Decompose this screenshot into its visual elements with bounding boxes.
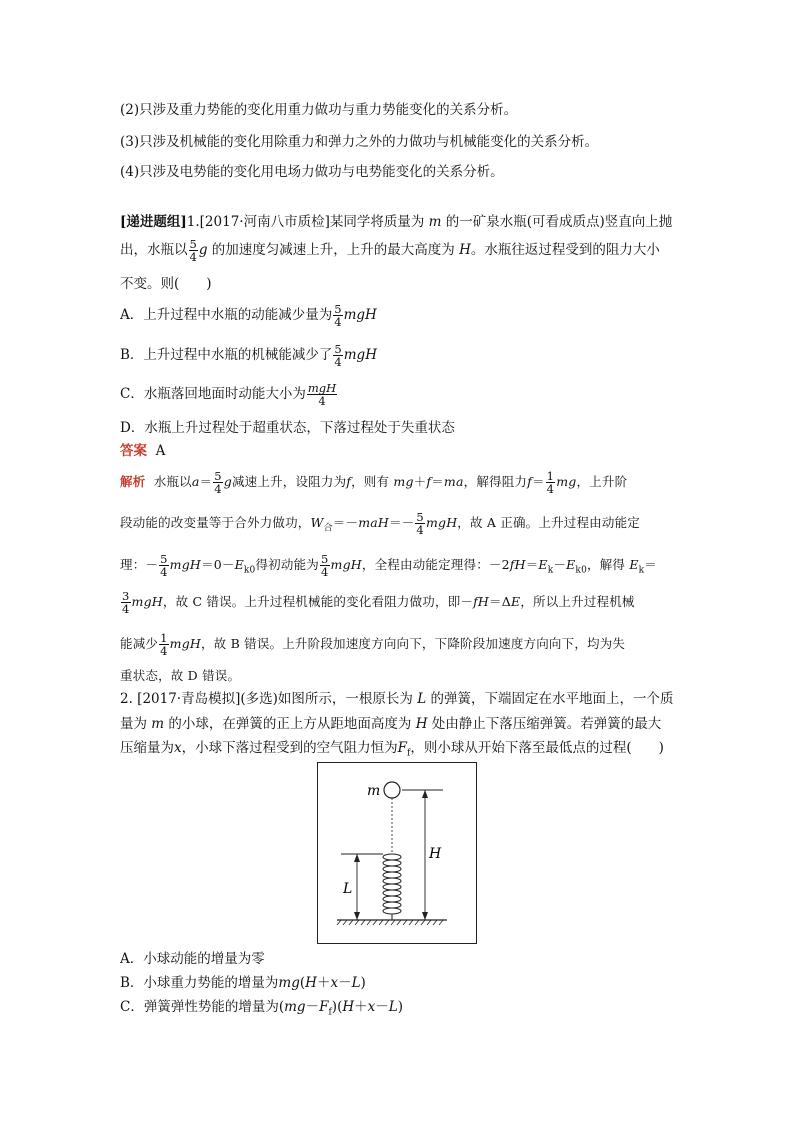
answer-label: 答案 (120, 443, 147, 459)
answer-value: A (155, 443, 166, 459)
spring (383, 854, 401, 920)
q1-stem-line3: 不变。则( ) (120, 276, 212, 292)
q2-stem-line2: 量为 m 的小球，在弹簧的正上方从距地面高度为 H 处由静止下落压缩弹簧。若弹簧的最大 (120, 716, 662, 732)
q1-stem-line2: 出，水瓶以 $\frac{5}{4}$ g 的加速度匀减速上升，上升的最大高度为 H。水瓶往返过程受到的阻力大小 (120, 237, 660, 264)
q1-explanation-line2: 段动能的改变量等于合外力做功，$W_合=-maH=-$ $\frac{5}{4}$ mgH，故 A 正确。上升过程由动能定 (120, 510, 640, 537)
spring-figure (317, 762, 477, 944)
q1-explanation-line1: 解析 水瓶以a＝ $\frac{5}{4}$ g减速上升，设阻力为f，则有 mg＋f＝ma，解得阻力f＝ $\frac{1}{4}$ mg，上升阶 (120, 469, 628, 496)
ball (384, 782, 400, 798)
height-H-label: H (429, 846, 442, 862)
q1-option-c: C．水瓶落回地面时动能大小为 $\frac{\text{mgH}}{4}$ (120, 381, 337, 408)
ground-hatch (337, 920, 447, 925)
explanation-label: 解析 (120, 474, 146, 489)
q2-option-a: A．小球动能的增量为零 (120, 951, 265, 967)
q1-option-d: D．水瓶上升过程处于超重状态，下落过程处于失重状态 (120, 420, 455, 436)
q2-stem-line1: 2. [2017·青岛模拟](多选)如图所示，一根原长为 L 的弹簧，下端固定在水平地面上，一个质 (120, 691, 674, 707)
intro-line-3: (3)只涉及机械能的变化用除重力和弹力之外的力做功与机械能变化的关系分析。 (120, 134, 599, 150)
q1-explanation-line6: 重状态，故 D 错误。 (120, 668, 241, 683)
q1-option-a: A．上升过程中水瓶的动能减少量为 $\frac{5}{4}$ mgH (120, 302, 377, 329)
q1-answer (120, 442, 165, 460)
q1-explanation-line5: 能减少 $\frac{1}{4}$ mgH，故 B 错误。上升阶段加速度方向向下，下降阶段加速度方向向下，均为失 (120, 631, 626, 658)
q1-stem-line1: [递进题组]1.[2017·河南八市质检]某同学将质量为 m 的一矿泉水瓶(可看成质点)竖直向上抛 (120, 214, 673, 230)
intro-line-2: (2)只涉及重力势能的变化用重力做功与重力势能变化的关系分析。 (120, 102, 518, 118)
intro-line-4: (4)只涉及电势能的变化用电场力做功与电势能变化的关系分析。 (120, 164, 504, 180)
q1-tag: [递进题组] (120, 214, 187, 230)
q2-option-c: C．弹簧弹性势能的增量为$(mg-F_f)(H+x-L)$ (120, 999, 403, 1018)
mass-label: m (367, 783, 381, 799)
q1-explanation-line4: $\frac{3}{4}$ mgH，故 C 错误。上升过程机械能的变化看阻力做功，即－fH＝ΔE，所以上升过程机械 (122, 589, 635, 616)
q2-stem-line3: 压缩量为x，小球下落过程受到的空气阻力恒为$F_f$，则小球从开始下落至最低点的过程( ) (120, 740, 664, 759)
q2-option-b: B．小球重力势能的增量为mg(H＋x－L) (120, 975, 366, 991)
length-L-label: L (343, 881, 353, 897)
q1-option-b: B．上升过程中水瓶的机械能减少了 $\frac{5}{4}$ mgH (120, 342, 377, 369)
q1-explanation-line3: 理：－ $\frac{5}{4}$ $mgH=0-E_{k0}$得初动能为 $\frac{5}{4}$ mgH，全程由动能定理得：$-2fH=E_k-E_{k0}$，解得 $E_k=$ (120, 552, 657, 579)
